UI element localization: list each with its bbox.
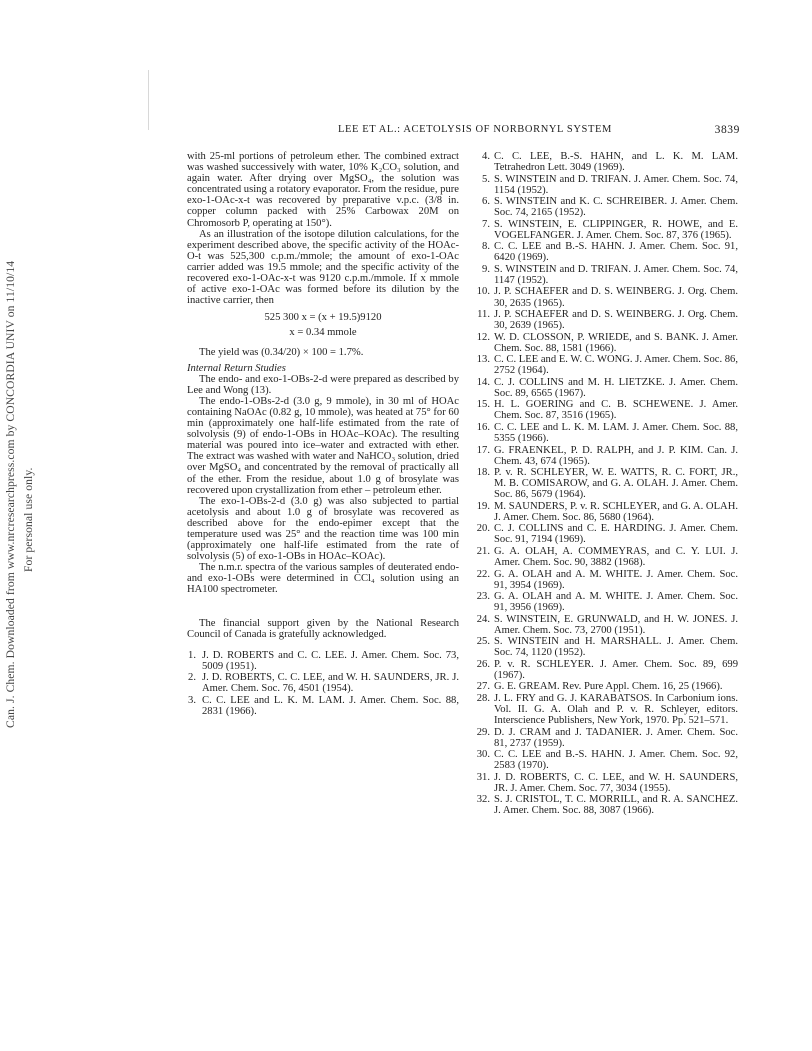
equation: 525 300 x = (x + 19.5)9120 bbox=[264, 312, 382, 324]
reference-number: 30. bbox=[476, 749, 490, 761]
reference-text: G. A. OLAH, A. COMMEYRAS, and C. Y. LUI. J. Amer. Chem. Soc. 90, 3882 (1968). bbox=[494, 545, 738, 569]
reference-number: 14. bbox=[476, 376, 490, 388]
reference-item bbox=[476, 636, 738, 658]
reference-text: S. WINSTEIN and K. C. SCHREIBER. J. Amer. Chem. Soc. 74, 2165 (1952). bbox=[494, 196, 738, 219]
reference-item bbox=[476, 264, 738, 286]
reference-number: 5. bbox=[482, 173, 490, 185]
reference-text: S. WINSTEIN and H. MARSHALL. J. Amer. Chem. Soc. 74, 1120 (1952). bbox=[494, 636, 738, 659]
reference-number: 11. bbox=[477, 309, 490, 321]
reference-number: 19. bbox=[476, 500, 490, 512]
reference-text: P. v. R. SCHLEYER, W. E. WATTS, R. C. FORT, JR., M. B. COMISAROW, and G. A. OLAH. J. Amer. Chem. Soc. 86, 5679 (1964). bbox=[494, 467, 738, 501]
reference-text: C. C. LEE and E. W. C. WONG. J. Amer. Chem. Soc. 86, 2752 (1964). bbox=[494, 354, 738, 377]
reference-text: G. A. OLAH and A. M. WHITE. J. Amer. Chem. Soc. 91, 3956 (1969). bbox=[494, 591, 738, 614]
reference-item bbox=[476, 354, 738, 376]
body-paragraph: The endo- and exo-1-OBs-2-d were prepared as described by Lee and Wong (13). bbox=[187, 373, 459, 396]
reference-text: S. WINSTEIN, E. GRUNWALD, and H. W. JONES. J. Amer. Chem. Soc. 73, 2700 (1951). bbox=[494, 613, 738, 636]
reference-item bbox=[476, 794, 738, 816]
reference-number: 22. bbox=[476, 568, 490, 580]
body-paragraph: The yield was (0.34/20) × 100 = 1.7%. bbox=[199, 346, 364, 358]
reference-text: G. A. OLAH and A. M. WHITE. J. Amer. Chem. Soc. 91, 3954 (1969). bbox=[494, 568, 738, 591]
reference-item bbox=[476, 727, 738, 749]
reference-number: 32. bbox=[476, 794, 490, 806]
reference-item bbox=[476, 196, 738, 218]
page-number: 3839 bbox=[714, 124, 740, 136]
reference-number: 23. bbox=[476, 591, 490, 603]
reference-text: C. C. LEE, B.-S. HAHN, and L. K. M. LAM. Tetrahedron Lett. 3049 (1969). bbox=[494, 151, 738, 174]
reference-text: H. L. GOERING and C. B. SCHEWENE. J. Amer. Chem. Soc. 87, 3516 (1965). bbox=[494, 399, 738, 422]
reference-text: C. C. LEE and L. K. M. LAM. J. Amer. Chem. Soc. 88, 5355 (1966). bbox=[494, 421, 738, 445]
reference-number: 18. bbox=[476, 467, 490, 479]
running-head bbox=[160, 124, 740, 138]
reference-item bbox=[476, 591, 738, 613]
reference-text: S. WINSTEIN and D. TRIFAN. J. Amer. Chem. Soc. 74, 1154 (1952). bbox=[494, 173, 738, 196]
right-column bbox=[476, 151, 738, 817]
reference-item bbox=[476, 399, 738, 421]
body-paragraph: As an illustration of the isotope dilution calculations, for the experiment described above, the specific activity of the HOAc-O-t was 525,300 c.p.m./mmole; the amount of exo-1-OAc carrier added was 19.5 mmole; and the specific activity of the recovered exo-1-OAc-x-t was 9120 c.p.m./mmole. If x mmole of active exo-1-OAc was formed before its dilution by the inactive carrier, then bbox=[187, 228, 459, 307]
reference-item bbox=[476, 546, 738, 568]
running-title: LEE ET AL.: ACETOLYSIS OF NORBORNYL SYSTEM bbox=[338, 124, 612, 135]
reference-item bbox=[476, 309, 738, 331]
reference-number: 16. bbox=[476, 421, 490, 433]
reference-text: S. J. CRISTOL, T. C. MORRILL, and R. A. SANCHEZ. J. Amer. Chem. Soc. 88, 3087 (1966). bbox=[494, 794, 738, 817]
reference-text: S. WINSTEIN and D. TRIFAN. J. Amer. Chem. Soc. 74, 1147 (1952). bbox=[494, 263, 738, 286]
reference-text: S. WINSTEIN, E. CLIPPINGER, R. HOWE, and E. VOGELFANGER. J. Amer. Chem. Soc. 87, 376 (1965). bbox=[494, 218, 738, 241]
reference-text: M. SAUNDERS, P. v. R. SCHLEYER, and G. A. OLAH. J. Amer. Chem. Soc. 86, 5680 (1964). bbox=[494, 500, 738, 523]
reference-number: 20. bbox=[476, 523, 490, 535]
reference-number: 6. bbox=[482, 196, 490, 208]
acknowledgment: The financial support given by the National Research Council of Canada is gratefully acknowledged. bbox=[187, 617, 459, 640]
reference-text: D. J. CRAM and J. TADANIER. J. Amer. Chem. Soc. 81, 2737 (1959). bbox=[494, 726, 738, 749]
reference-text: J. D. ROBERTS and C. C. LEE. J. Amer. Chem. Soc. 73, 5009 (1951). bbox=[202, 649, 459, 672]
reference-item bbox=[476, 377, 738, 399]
reference-item bbox=[187, 695, 459, 717]
reference-item bbox=[476, 445, 738, 467]
reference-number: 12. bbox=[476, 331, 490, 343]
reference-item bbox=[476, 501, 738, 523]
reference-number: 15. bbox=[476, 399, 490, 411]
reference-item bbox=[476, 693, 738, 726]
reference-item bbox=[187, 672, 459, 694]
reference-item bbox=[476, 422, 738, 444]
body-paragraph: with 25-ml portions of petroleum ether. The combined extract was washed successively with water, 10% K₂CO₃ solution, and again water. After drying over MgSO₄, the solution was concentrated using a rotatory evaporator. From the residue, pure exo-1-OAc-x-t was recovered by preparative v.p.c. (3/8 in. copper column packed with 25% Carbowax 20M on Chromosorb P, operating at 150°). bbox=[187, 151, 459, 229]
reference-number: 29. bbox=[476, 726, 490, 738]
body-paragraph: The n.m.r. spectra of the various samples of deuterated endo- and exo-1-OBs were determined in CCl₄ solution using an HA100 spectrometer. bbox=[187, 562, 459, 596]
reference-item bbox=[476, 467, 738, 500]
reference-item bbox=[476, 219, 738, 241]
watermark-line-2: For personal use only. bbox=[22, 467, 35, 572]
reference-item bbox=[187, 650, 459, 672]
reference-number: 4. bbox=[482, 151, 490, 162]
reference-number: 17. bbox=[476, 444, 490, 456]
reference-number: 28. bbox=[476, 692, 490, 704]
section-heading: Internal Return Studies bbox=[187, 362, 286, 374]
reference-text: C. C. LEE and B.-S. HAHN. J. Amer. Chem. Soc. 91, 6420 (1969). bbox=[494, 241, 738, 264]
equation: x = 0.34 mmole bbox=[289, 327, 357, 339]
reference-item bbox=[476, 659, 738, 681]
body-paragraph: The exo-1-OBs-2-d (3.0 g) was also subjected to partial acetolysis and about 1.0 g of brosylate was recovered as described above for the endo-epimer except that the temperature used was 25° and the reaction time was 100 min (approximately one half-life estimated from the rate of solvolysis (5) of exo-1-OBs in HOAc–KOAc). bbox=[187, 495, 459, 563]
margin-scan-mark bbox=[148, 70, 149, 130]
reference-text: J. D. ROBERTS, C. C. LEE, and W. H. SAUNDERS, JR. J. Amer. Chem. Soc. 76, 4501 (1954). bbox=[202, 672, 459, 695]
reference-number: 25. bbox=[476, 636, 490, 648]
reference-text: J. D. ROBERTS, C. C. LEE, and W. H. SAUNDERS, JR. J. Amer. Chem. Soc. 77, 3034 (1955). bbox=[494, 771, 738, 794]
download-watermark bbox=[2, 0, 62, 1051]
reference-number: 10. bbox=[476, 286, 490, 298]
reference-number: 1. bbox=[188, 649, 196, 661]
reference-number: 3. bbox=[188, 694, 196, 706]
reference-number: 24. bbox=[476, 613, 490, 625]
reference-number: 2. bbox=[188, 672, 196, 684]
reference-item bbox=[476, 286, 738, 308]
reference-item bbox=[476, 569, 738, 591]
reference-number: 9. bbox=[482, 263, 490, 275]
watermark-line-1: Can. J. Chem. Downloaded from www.nrcresearchpress.com by CONCORDIA UNIV on 11/10/14 bbox=[4, 260, 17, 728]
reference-text: C. C. LEE and L. K. M. LAM. J. Amer. Chem. Soc. 88, 2831 (1966). bbox=[202, 694, 459, 717]
reference-text: J. P. SCHAEFER and D. S. WEINBERG. J. Org. Chem. 30, 2639 (1965). bbox=[494, 309, 738, 332]
left-column bbox=[187, 151, 459, 717]
reference-number: 31. bbox=[476, 771, 490, 783]
reference-number: 13. bbox=[476, 354, 490, 366]
reference-item bbox=[476, 681, 738, 692]
reference-item bbox=[476, 151, 738, 173]
reference-item bbox=[476, 614, 738, 636]
reference-text: C. J. COLLINS and M. H. LIETZKE. J. Amer. Chem. Soc. 89, 6565 (1967). bbox=[494, 376, 738, 399]
reference-number: 21. bbox=[476, 545, 490, 557]
reference-item bbox=[476, 772, 738, 794]
reference-text: W. D. CLOSSON, P. WRIEDE, and S. BANK. J. Amer. Chem. Soc. 88, 1581 (1966). bbox=[494, 331, 738, 354]
body-paragraph: The endo-1-OBs-2-d (3.0 g, 9 mmole), in 30 ml of HOAc containing NaOAc (0.82 g, 10 mmole), was heated at 75° for 60 min (approximately one half-life estimated from the rate of solvolysis (9) of endo-1-OBs in HOAc–KOAc). The resulting material was poured into ice–water and extracted with ether. The extract was washed with water and NaHCO₃ solution, dried over MgSO₄ and concentrated by the removal of practically all of the ether. From the residue, about 1.0 g of brosylate was recovered upon crystallization from ether – petroleum ether. bbox=[187, 395, 459, 496]
reference-number: 8. bbox=[482, 241, 490, 253]
reference-item bbox=[476, 174, 738, 196]
reference-text: C. J. COLLINS and C. E. HARDING. J. Amer. Chem. Soc. 91, 7194 (1969). bbox=[494, 523, 738, 546]
reference-text: G. FRAENKEL, P. D. RALPH, and J. P. KIM. Can. J. Chem. 43, 674 (1965). bbox=[494, 444, 738, 467]
reference-number: 7. bbox=[482, 218, 490, 230]
reference-number: 26. bbox=[476, 658, 490, 670]
reference-number: 27. bbox=[476, 681, 490, 693]
reference-item bbox=[476, 241, 738, 263]
reference-text: P. v. R. SCHLEYER. J. Amer. Chem. Soc. 89, 699 (1967). bbox=[494, 658, 738, 681]
reference-text: C. C. LEE and B.-S. HAHN. J. Amer. Chem. Soc. 92, 2583 (1970). bbox=[494, 749, 738, 772]
reference-text: J. L. FRY and G. J. KARABATSOS. In Carbonium ions. Vol. II. G. A. Olah and P. v. R. Schleyer, editors. Interscience Publishers, New York, 1970. Pp. 521–571. bbox=[494, 692, 738, 727]
reference-text: J. P. SCHAEFER and D. S. WEINBERG. J. Org. Chem. 30, 2635 (1965). bbox=[494, 286, 738, 309]
reference-item bbox=[476, 749, 738, 771]
reference-text: G. E. GREAM. Rev. Pure Appl. Chem. 16, 25 (1966). bbox=[494, 681, 723, 693]
reference-item bbox=[476, 523, 738, 545]
reference-item bbox=[476, 332, 738, 354]
